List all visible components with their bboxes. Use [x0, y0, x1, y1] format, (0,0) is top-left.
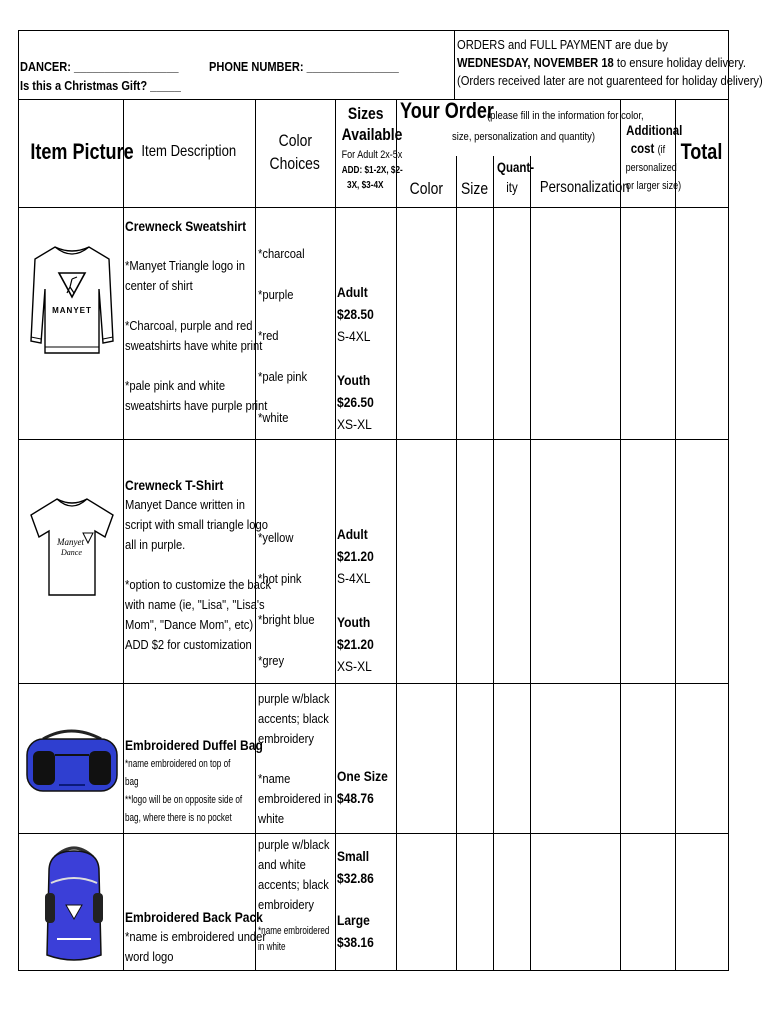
tshirt-title: Crewneck T-Shirt [125, 477, 224, 493]
col-order-size: Size [460, 179, 489, 198]
col-order-color: Color [409, 179, 443, 198]
sweatshirt-title: Crewneck Sweatshirt [125, 218, 247, 234]
color-option: *pale pink [258, 369, 308, 384]
color-option: embroidered in [258, 791, 333, 806]
desc-line: script with small triangle logo [125, 517, 268, 532]
size-range: S-4XL [337, 328, 371, 344]
order-form [18, 30, 763, 971]
desc-line: with name (ie, "Lisa", "Lisa's [125, 597, 265, 612]
size-label: Youth [337, 372, 371, 388]
col-total: Total [680, 139, 723, 164]
duffel-title: Embroidered Duffel Bag [125, 737, 263, 753]
desc-line: ADD $2 for customization [125, 637, 252, 652]
desc-line: word logo [125, 949, 174, 964]
color-option: embroidery [258, 897, 314, 912]
backpack-picture [39, 843, 109, 967]
size-price: $38.16 [337, 934, 374, 950]
size-label: Small [337, 848, 370, 864]
size-label: Youth [337, 614, 371, 630]
grid-line [620, 99, 621, 970]
color-option: *purple [258, 287, 294, 302]
christmas-gift-field[interactable]: Is this a Christmas Gift? _____ [20, 78, 181, 93]
row-line [19, 439, 728, 440]
size-price: $21.20 [337, 636, 374, 652]
color-option: and white [258, 857, 306, 872]
grid-line [123, 99, 124, 970]
desc-line: all in purple. [125, 537, 186, 552]
phone-number-field[interactable]: PHONE NUMBER: _______________ [209, 59, 399, 74]
sweatshirt-colors [258, 233, 315, 438]
notice-line-2-rest: to ensure holiday delivery. [613, 55, 746, 70]
duffel-colors [258, 689, 345, 829]
size-label: Large [337, 912, 370, 928]
tshirt-logo-text-2: Dance [61, 548, 82, 557]
desc-line: *name embroidered on top of [125, 758, 231, 770]
tshirt-picture [27, 493, 117, 603]
notice-line-1: ORDERS and FULL PAYMENT are due by [457, 37, 668, 52]
sweatshirt-logo-text: MANYET [52, 306, 92, 315]
backpack-sizes [337, 845, 380, 953]
notice-line-3: (Orders received later are not guarenteed for holiday delivery) [457, 73, 763, 88]
desc-line: **logo will be on opposite side of [125, 794, 243, 806]
notice-line-2 [457, 54, 746, 72]
size-range: S-4XL [337, 570, 371, 586]
desc-line: Mom", "Dance Mom", etc) [125, 617, 254, 632]
row-line [19, 833, 728, 834]
color-option: accents; black [258, 877, 329, 892]
sweatshirt-sizes [337, 281, 380, 435]
size-label: Adult [337, 284, 368, 300]
grid-line [530, 156, 531, 970]
your-order-note-2: size, personalization and quantity) [452, 131, 596, 143]
col-color-choices: Color Choices [269, 131, 321, 173]
sweatshirt-picture [29, 241, 115, 361]
size-price: $48.76 [337, 790, 374, 806]
size-price: $21.20 [337, 548, 374, 564]
desc-line: *option to customize the back [125, 577, 272, 592]
tshirt-logo-text-1: Manyet [57, 537, 84, 547]
color-option: *name [258, 771, 291, 786]
color-option: *name embroidered [258, 925, 330, 937]
size-label: Adult [337, 526, 368, 542]
color-option: *grey [258, 653, 285, 668]
color-option: *hot pink [258, 571, 302, 586]
size-range: XS-XL [337, 416, 372, 432]
desc-line: center of shirt [125, 278, 193, 293]
color-option: *charcoal [258, 246, 305, 261]
grid-line [493, 156, 494, 970]
color-option: *yellow [258, 530, 294, 545]
color-option: *bright blue [258, 612, 315, 627]
grid-line [396, 99, 397, 970]
tshirt-colors [258, 517, 324, 681]
grid-line [456, 156, 457, 970]
grid-line [675, 99, 676, 970]
desc-line: *Charcoal, purple and red [125, 318, 253, 333]
row-line [19, 683, 728, 684]
desc-line: *pale pink and white [125, 378, 226, 393]
backpack-title: Embroidered Back Pack [125, 909, 263, 925]
desc-line: bag [125, 776, 139, 788]
duffel-bag-picture [23, 725, 121, 797]
size-price: $26.50 [337, 394, 374, 410]
your-order-note: (please fill in the information for color, [487, 110, 644, 122]
desc-line: sweatshirts have purple print [125, 398, 268, 413]
size-range: XS-XL [337, 658, 372, 674]
dancer-field[interactable]: DANCER: _________________ [20, 59, 179, 74]
your-order-heading: Your Order [400, 98, 494, 123]
row-line [19, 207, 728, 208]
col-order-quantity: Quant- ity [497, 159, 535, 195]
desc-line: Manyet Dance written in [125, 497, 245, 512]
desc-line: bag, where there is no pocket [125, 812, 232, 824]
color-option: purple w/black [258, 691, 330, 706]
size-label: One Size [337, 768, 388, 784]
col-order-personalization: Personalization [539, 179, 630, 196]
color-option: purple w/black [258, 837, 330, 852]
form-header [19, 31, 763, 100]
col-item-description: Item Description [141, 143, 237, 160]
color-option: *white [258, 410, 289, 425]
size-price: $28.50 [337, 306, 374, 322]
duffel-sizes [337, 765, 396, 809]
color-option: accents; black [258, 711, 329, 726]
color-option: white [258, 811, 285, 826]
color-option: in white [258, 941, 286, 953]
notice-deadline: WEDNESDAY, NOVEMBER 18 [457, 55, 614, 70]
size-price: $32.86 [337, 870, 374, 886]
deadline-notice [454, 31, 763, 99]
col-item-picture: Item Picture [30, 139, 134, 164]
col-additional-cost: Additional cost (if personalized or larger size) [625, 122, 683, 192]
color-option: embroidery [258, 731, 314, 746]
desc-line: sweatshirts have white print [125, 338, 263, 353]
color-option: *red [258, 328, 279, 343]
col-sizes-available: Sizes Available For Adult 2x-5x ADD: $1-2X, $2- 3X, $3-4X [341, 104, 403, 191]
tshirt-sizes [337, 523, 380, 677]
desc-line: *name is embroidered under [125, 929, 267, 944]
desc-line: *Manyet Triangle logo in [125, 258, 245, 273]
